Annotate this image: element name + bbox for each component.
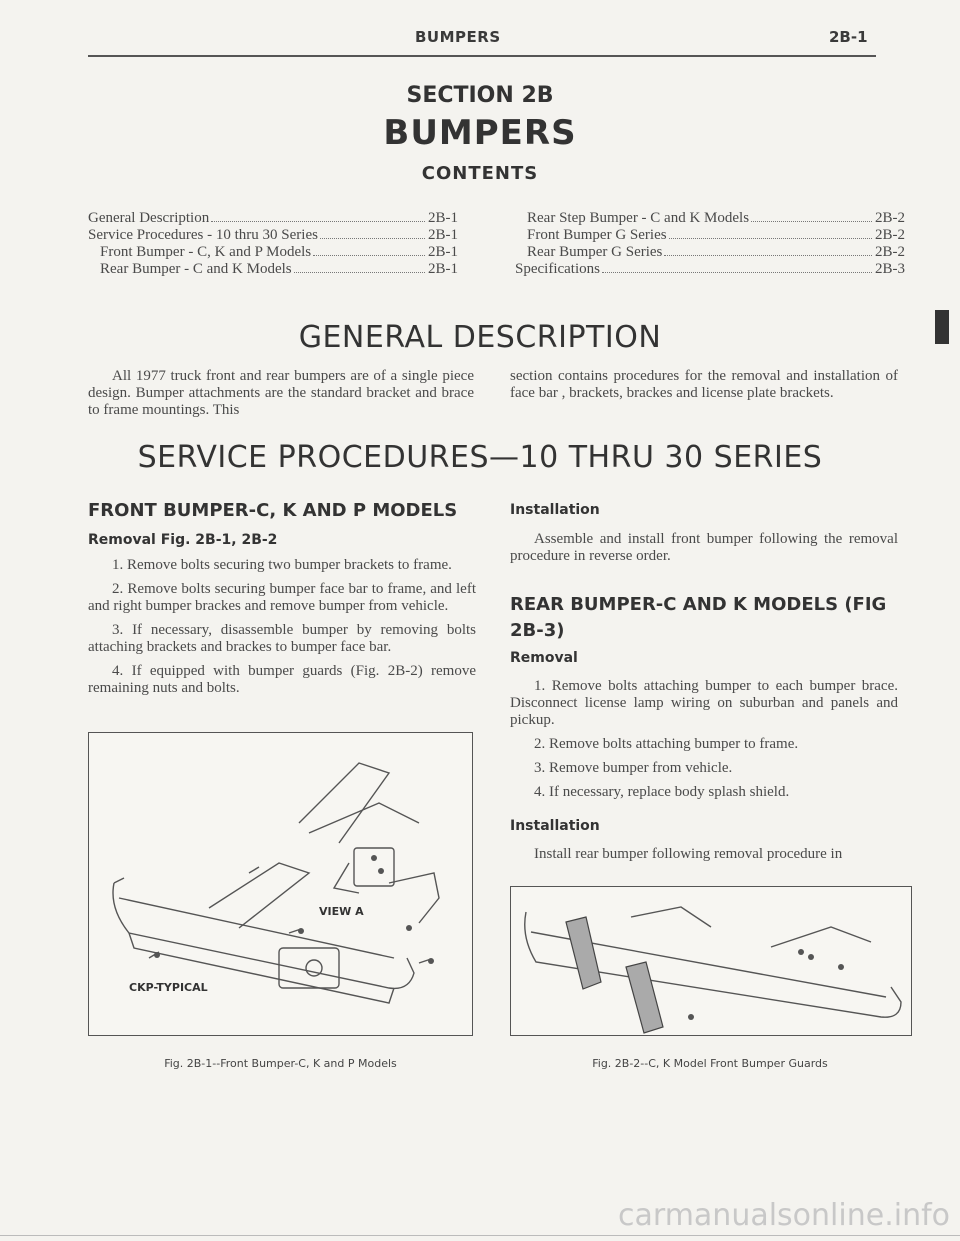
toc-entry-page: 2B-1 — [428, 261, 458, 277]
figure-label-typical: CKP-TYPICAL — [129, 981, 208, 994]
general-description-heading: GENERAL DESCRIPTION — [298, 320, 662, 355]
toc-leader — [320, 238, 425, 239]
procedure-step: 2. Remove bolts attaching bumper to frame. — [534, 736, 799, 752]
procedure-step: 1. Remove bolts securing two bumper brackets to frame. — [112, 557, 452, 573]
toc-entry[interactable] — [515, 261, 905, 278]
toc-entry[interactable] — [515, 210, 905, 227]
toc-entry-label: Service Procedures - 10 thru 30 Series — [88, 227, 318, 243]
toc-entry-label: Rear Bumper - C and K Models — [100, 261, 292, 277]
general-description-text-right: section contains procedures for the removal and installation of face bar , brackets, brackes and license plate brackets. — [510, 368, 898, 401]
toc-entry[interactable] — [515, 244, 905, 261]
toc-entry[interactable] — [515, 227, 905, 244]
toc-entry-label: Rear Step Bumper - C and K Models — [527, 210, 750, 226]
toc-right-column — [515, 210, 905, 278]
header-rule — [88, 55, 876, 57]
toc-leader — [664, 255, 872, 256]
front-bumper-illustration — [89, 733, 472, 1035]
toc-entry-page: 2B-2 — [875, 227, 905, 243]
procedure-step: 1. Remove bolts attaching bumper to each bumper brace. Disconnect license lamp wiring on suburban and panels and pickup. — [510, 678, 898, 728]
toc-entry[interactable] — [88, 244, 458, 261]
toc-entry[interactable] — [88, 261, 458, 278]
toc-entry-page: 2B-2 — [875, 210, 905, 226]
procedure-step: 3. If necessary, disassemble bumper by removing bolts attaching brackets and brackes to bumper face bar. — [88, 622, 476, 655]
toc-entry-page: 2B-1 — [428, 244, 458, 260]
toc-entry-label: Rear Bumper G Series — [527, 244, 663, 260]
toc-entry[interactable] — [88, 227, 458, 244]
contents-heading: CONTENTS — [421, 163, 539, 184]
toc-entry-label: Front Bumper G Series — [527, 227, 667, 243]
toc-entry-page: 2B-1 — [428, 227, 458, 243]
figure-label-view-a: VIEW A — [319, 905, 364, 918]
toc-entry-label: General Description — [88, 210, 210, 226]
toc-leader — [751, 221, 872, 222]
toc-leader — [211, 221, 425, 222]
bumper-guard-left — [566, 917, 601, 989]
rear-bumper-removal-heading: Removal — [510, 650, 578, 666]
rear-bumper-heading: REAR BUMPER-C AND K MODELS (FIG 2B-3) — [510, 594, 887, 641]
rear-bumper-removal-steps — [510, 678, 898, 808]
toc-left-column — [88, 210, 458, 278]
section-label: SECTION 2B — [406, 83, 554, 108]
toc-entry-page: 2B-1 — [428, 210, 458, 226]
figure-front-bumper — [88, 732, 473, 1036]
bumper-guards-illustration — [511, 887, 911, 1035]
procedure-step: 2. Remove bolts securing bumper face bar to frame, and left and right bumper brackes and remove bumper from vehicle. — [88, 581, 476, 614]
figure-bumper-guards — [510, 886, 912, 1036]
rear-bumper-installation-text: Install rear bumper following removal procedure in — [534, 846, 843, 862]
running-header-title: BUMPERS — [415, 28, 501, 46]
rear-bumper-installation-heading: Installation — [510, 818, 600, 834]
toc-leader — [294, 272, 425, 273]
service-procedures-heading: SERVICE PROCEDURES—10 THRU 30 SERIES — [137, 440, 823, 475]
page-number: 2B-1 — [829, 28, 868, 46]
front-bumper-installation-text: Assemble and install front bumper following the removal procedure in reverse order. — [510, 531, 898, 564]
toc-leader — [313, 255, 425, 256]
toc-entry-page: 2B-3 — [875, 261, 905, 277]
footer-rule — [0, 1235, 960, 1236]
toc-entry[interactable] — [88, 210, 458, 227]
toc-leader — [669, 238, 872, 239]
figure-1-caption: Fig. 2B-1--Front Bumper-C, K and P Models — [164, 1057, 397, 1070]
front-bumper-installation-heading: Installation — [510, 502, 600, 518]
procedure-step: 3. Remove bumper from vehicle. — [534, 760, 733, 776]
procedure-step: 4. If equipped with bumper guards (Fig. 2B-2) remove remaining nuts and bolts. — [88, 663, 476, 696]
toc-entry-page: 2B-2 — [875, 244, 905, 260]
figure-2-caption: Fig. 2B-2--C, K Model Front Bumper Guards — [592, 1057, 828, 1070]
general-description-text-left: All 1977 truck front and rear bumpers are of a single piece design. Bumper attachments are the standard bracket and brace to frame mountings. This — [88, 368, 474, 418]
toc-entry-label: Specifications — [515, 261, 600, 277]
section-title: BUMPERS — [383, 113, 577, 153]
bumper-guard-right — [626, 962, 663, 1033]
procedure-step: 4. If necessary, replace body splash shield. — [534, 784, 790, 800]
front-bumper-removal-heading: Removal Fig. 2B-1, 2B-2 — [88, 532, 278, 548]
front-bumper-removal-steps — [88, 557, 476, 704]
watermark: carmanualsonline.info — [618, 1198, 950, 1233]
toc-leader — [602, 272, 872, 273]
front-bumper-heading: FRONT BUMPER-C, K AND P MODELS — [88, 500, 458, 521]
toc-entry-label: Front Bumper - C, K and P Models — [100, 244, 312, 260]
